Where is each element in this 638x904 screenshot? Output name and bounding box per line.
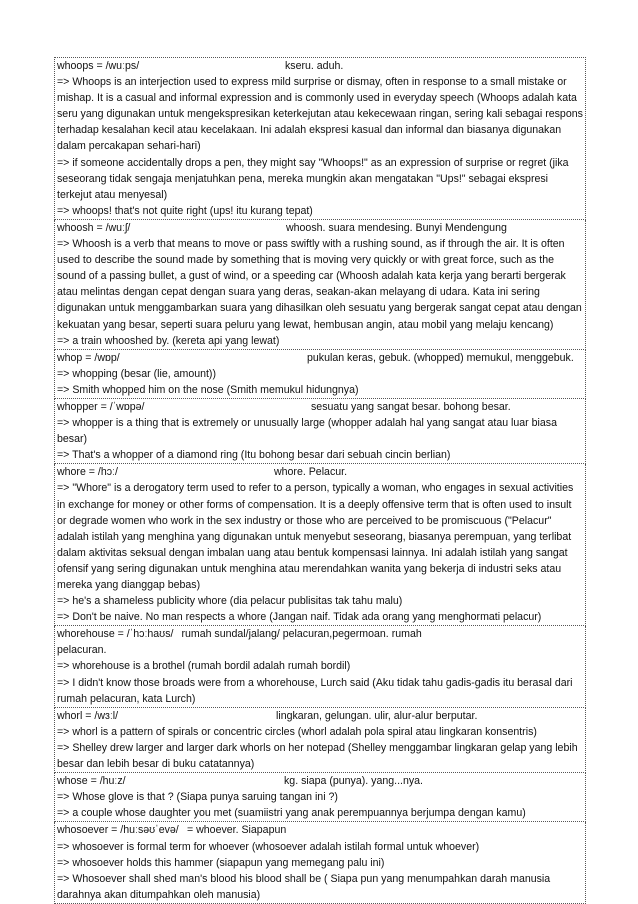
translation: sesuatu yang sangat besar. bohong besar. [311,400,511,413]
entry-example: => Whose glove is that ? (Siapa punya saruing tangan ini ?) [57,791,338,804]
entry-headline [55,822,585,838]
dictionary-entry [54,773,586,822]
entry-headline [55,708,585,724]
entry-example: => Whoops is an interjection used to express mild surprise or dismay, often in response to a small mistake or mishap. It is a casual and informal expression and is commonly used in everyday speech (Whoops adalah kata seru yang digunakan untuk mengekspresikan keterkejutan atau kekecewaan ringan, sering kali sebagai respons terhadap kesalahan kecil atau kecelakaan. Ini adalah ekspresi kasual dan informal dan biasanya digunakan dalam percakapan sehari-hari) [57,76,583,153]
entry-headline [55,626,585,642]
headword: whorl = /wɜːl/ [57,709,119,722]
headword: whorehouse = /ˈhɔːhaʊs/ [57,628,174,641]
headword: whosoever = /huːsəʊˈevə/ [57,824,179,837]
translation: kg. siapa (punya). yang...nya. [284,775,423,788]
dictionary-document [54,57,586,904]
headword: whoops = /wuːps/ [57,60,140,72]
headword: whose = /huːz/ [57,775,126,788]
translation: pukulan keras, gebuk. (whopped) memukul, menggebuk. [307,351,574,364]
entry-headline [55,773,585,789]
entry-headline [55,464,585,480]
entry-example: => a couple whose daughter you met (suamiistri yang anak perempuannya berjumpa dengan kamu) [57,807,526,820]
dictionary-entry [54,626,586,707]
entry-headline [55,58,585,74]
translation: kseru. aduh. [285,60,344,72]
translation: rumah sundal/jalang/ pelacuran,pegermoan. rumah [181,628,422,641]
entry-example: => whorl is a pattern of spirals or concentric circles (whorl adalah pola spiral atau lingkaran konsentris) [57,725,537,738]
headword: whop = /wɒp/ [57,351,120,364]
entry-example: => Whoosh is a verb that means to move or pass swiftly with a rushing sound, as if through the air. It is often used to describe the sound made by something that is moving very quickly or with great force, such as the sound of a passing bullet, a gust of wind, or a speeding car (Whoosh adalah kata kerja yang berarti bergerak atau melintas dengan cepat dengan suara yang deras, seakan-akan melayang di udara. Kata ini sering digunakan untuk menggambarkan suara yang dihasilkan oleh sesuatu yang bergerak sangat cepat atau dengan kekuatan yang besar, seperti suara peluru yang lewat, hembusan angin, atau mobil yang melaju kencang) [57,238,582,331]
dictionary-entry [54,822,586,903]
entry-example: => whorehouse is a brothel (rumah bordil adalah rumah bordil) [57,660,351,673]
entry-headline [55,399,585,415]
entry-example: => That's a whopper of a diamond ring (Itu bohong besar dari sebuah cincin berlian) [57,449,451,462]
entry-example: => Whosoever shall shed man's blood his blood shall be ( Siapa pun yang menumpahkan darah manusia darahnya akan ditumpahkan oleh manusia) [57,872,551,901]
entry-example: => if someone accidentally drops a pen, they might say "Whoops!" as an expression of surprise or regret (jika seseorang tidak sengaja menjatuhkan pena, mereka mungkin akan mengatakan "Ups!" sebagai ekspresi terkejut atau menyesal) [57,156,569,201]
translation: whore. Pelacur. [274,466,348,479]
translation: lingkaran, gelungan. ulir, alur-alur berputar. [276,709,478,722]
entry-headline [55,350,585,366]
dictionary-entry [54,464,586,626]
entry-example: => "Whore" is a derogatory term used to refer to a person, typically a woman, who engages in sexual activities in exchange for money or other forms of compensation. It is a deeply offensive term that is often used to insult or degrade women who work in the sex industry or those who are perceived to be promiscuous ("Pelacur" adalah istilah yang menghina yang digunakan untuk menyebut seseorang, biasanya perempuan, yang terlibat dalam aktivitas seksual dengan imbalan uang atau bentuk kompensasi lainnya. Ini adalah istilah yang sangat ofensif yang sering digunakan untuk menghina atau merendahkan wanita yang bekerja di industri seks atau mereka yang dianggap bebas) [57,482,574,591]
headword: whoosh = /wuːʃ/ [57,221,131,234]
dictionary-entry [54,57,586,220]
dictionary-entry [54,399,586,464]
entry-example: => Smith whopped him on the nose (Smith memukul hidungnya) [57,383,359,396]
entry-example: => whopper is a thing that is extremely or unusually large (whopper adalah hal yang sangat atau luar biasa besar) [57,417,557,446]
entry-example: => whosoever is formal term for whoever (whosoever adalah istilah formal untuk whoever) [57,840,480,853]
entry-example: => whopping (besar (lie, amount)) [57,367,216,380]
headword: whore = /hɔː/ [57,466,118,479]
entry-example: => I didn't know those broads were from a whorehouse, Lurch said (Aku tidak tahu gadis-gadis itu berasal dari rumah pelacuran, kata Lurch) [57,676,573,705]
translation: = whoever. Siapapun [187,824,287,837]
entry-example: => a train whooshed by. (kereta api yang lewat) [57,334,280,347]
entry-example: => he's a shameless publicity whore (dia pelacur publisitas tak tahu malu) [57,595,403,608]
translation: whoosh. suara mendesing. Bunyi Mendengung [286,221,507,234]
entry-example: => whoops! that's not quite right (ups! itu kurang tepat) [57,204,313,217]
entry-headline [55,220,585,236]
entry-example: => Don't be naive. No man respects a whore (Jangan naif. Tidak ada orang yang menghormati pelacur) [57,611,542,624]
dictionary-entry [54,350,586,399]
entry-example: pelacuran. [57,644,107,657]
headword: whopper = /ˈwɒpə/ [57,400,145,413]
entry-example: => Shelley drew larger and larger dark whorls on her notepad (Shelley menggambar lingkaran gelap yang lebih besar dan lebih besar di buku catatannya) [57,741,578,771]
dictionary-entry [54,708,586,773]
entry-example: => whosoever holds this hammer (siapapun yang memegang palu ini) [57,856,385,869]
dictionary-entry [54,220,586,350]
